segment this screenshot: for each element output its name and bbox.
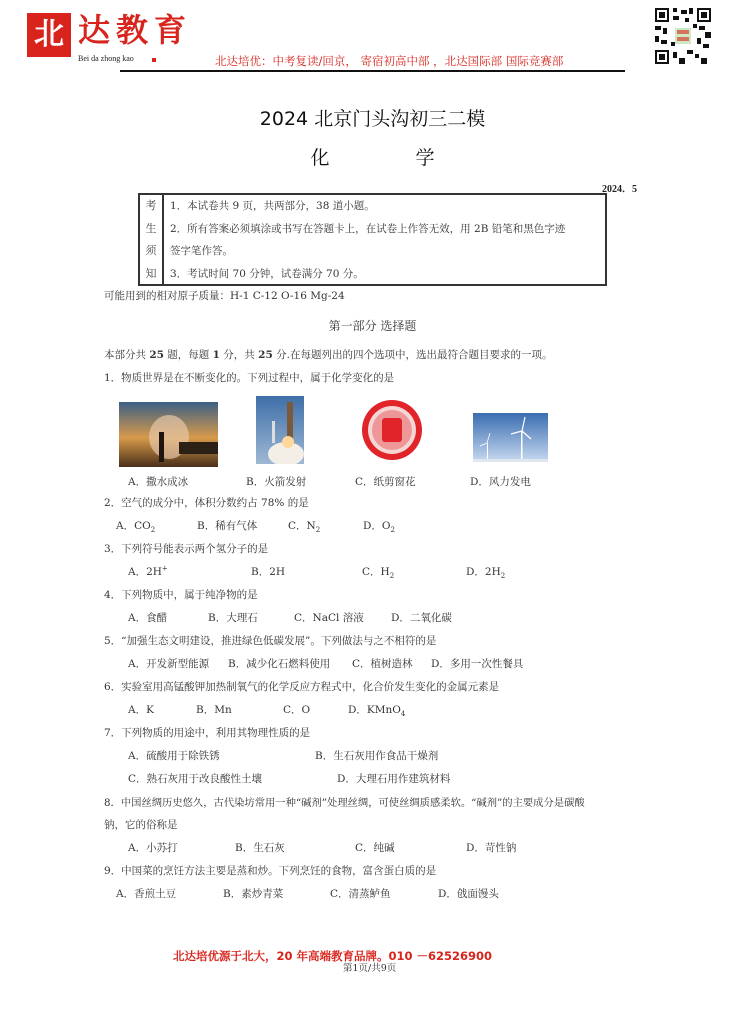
- question-8-stem: 8．中国丝绸历史悠久，古代染坊常用一种“碱剂”处理丝绸，可使丝绸质感柔软。“碱剂”的主要成分是碳酸: [104, 797, 585, 809]
- document-title: 2024 北京门头沟初三二模: [259, 108, 486, 130]
- notice-line: 3．考试时间 70 分钟，试卷满分 70 分。: [170, 267, 364, 280]
- question-4-option-c[interactable]: C．NaCl 溶液: [294, 612, 364, 624]
- option-text: C．N: [288, 520, 316, 532]
- question-4-option-a[interactable]: A．食醋: [128, 612, 168, 624]
- question-9-option-d[interactable]: D．戗面馒头: [438, 888, 499, 900]
- question-4-stem: 4．下列物质中，属于纯净物的是: [104, 589, 258, 601]
- question-1-option-d[interactable]: D．风力发电: [470, 476, 531, 488]
- question-5-option-a[interactable]: A．开发新型能源: [128, 658, 210, 670]
- notice-label-char: 须: [145, 244, 157, 257]
- logo-text: 达教育: [78, 11, 193, 49]
- question-6-option-d[interactable]: [348, 702, 405, 718]
- question-1-option-a[interactable]: A．撒水成冰: [128, 476, 189, 488]
- question-4-option-b[interactable]: B．大理石: [208, 612, 258, 624]
- water-freezing-image: [119, 402, 218, 467]
- exam-notice-box: [138, 193, 607, 286]
- option-text: A．CO: [116, 520, 151, 532]
- question-3-stem: 3．下列符号能表示两个氢分子的是: [104, 543, 269, 555]
- question-7-option-a[interactable]: A．硫酸用于除铁锈: [128, 750, 220, 762]
- intro-text: 题，每题: [163, 349, 213, 361]
- page-number: 第1页/共9页: [343, 963, 397, 974]
- exam-date: 2024．5: [602, 184, 637, 195]
- question-4-option-d[interactable]: D．二氧化碳: [391, 612, 452, 624]
- question-5-option-b[interactable]: B．减少化石燃料使用: [228, 658, 331, 670]
- question-8-option-c[interactable]: C．纯碱: [355, 842, 395, 854]
- question-6-option-b[interactable]: B．Mn: [196, 704, 232, 716]
- question-1-stem: 1．物质世界是在不断变化的。下列过程中，属于化学变化的是: [104, 372, 395, 384]
- question-5-option-d[interactable]: D．多用一次性餐具: [431, 658, 524, 670]
- notice-label-char: 考: [145, 199, 157, 212]
- question-8-option-b[interactable]: B．生石灰: [235, 842, 285, 854]
- logo-dot: [152, 58, 156, 62]
- qr-code-icon: [655, 8, 711, 64]
- question-9-option-c[interactable]: C．清蒸鲈鱼: [330, 888, 391, 900]
- question-3-option-b[interactable]: B．2H: [251, 566, 286, 578]
- question-1-option-c[interactable]: C．纸剪窗花: [355, 476, 416, 488]
- question-7-option-b[interactable]: B．生石灰用作食品干燥剂: [315, 750, 439, 762]
- question-2-stem: 2．空气的成分中，体积分数约占 78% 的是: [104, 497, 309, 509]
- question-2-option-a[interactable]: [116, 518, 155, 534]
- logo-subtitle: Bei da zhong kao: [78, 54, 134, 63]
- question-3-option-c[interactable]: [362, 564, 394, 580]
- wind-turbine-image: [473, 413, 548, 462]
- notice-label: [140, 195, 164, 284]
- superscript: +: [161, 564, 168, 573]
- question-8-option-d[interactable]: D．苛性钠: [466, 842, 517, 854]
- subscript: 2: [389, 572, 395, 581]
- subscript: 2: [315, 526, 321, 535]
- notice-label-char: 知: [145, 266, 157, 280]
- subscript: 2: [390, 526, 395, 535]
- intro-text: 本部分共: [104, 349, 150, 361]
- atomic-masses: 可能用到的相对原子质量：H-1 C-12 O-16 Mg-24: [104, 290, 345, 302]
- subscript: 2: [150, 526, 156, 535]
- subscript: 4: [400, 710, 406, 719]
- option-text: D．O: [363, 520, 391, 532]
- question-2-option-c[interactable]: [288, 518, 320, 534]
- question-5-option-c[interactable]: C．植树造林: [352, 658, 413, 670]
- paper-cutting-image: [361, 399, 423, 461]
- notice-line: 1．本试卷共 9 页，共两部分，38 道小题。: [170, 200, 375, 212]
- subscript: 2: [500, 572, 506, 581]
- question-7-option-d[interactable]: D．大理石用作建筑材料: [337, 773, 451, 785]
- intro-total: 25: [258, 349, 273, 361]
- question-9-option-a[interactable]: A．香煎土豆: [116, 888, 177, 900]
- question-8-stem-continued: 钠，它的俗称是: [104, 819, 178, 831]
- notice-line: 2．所有答案必须填涂或书写在答题卡上，在试卷上作答无效，用 2B 铅笔和黑色字迹: [170, 222, 566, 235]
- footer-advertisement: 北达培优源于北大，20 年高端教育品牌。010 －62526900: [173, 949, 493, 963]
- question-9-stem: 9．中国菜的烹饪方法主要是蒸和炒。下列烹饪的食物，富含蛋白质的是: [104, 865, 437, 877]
- notice-label-char: 生: [145, 221, 157, 235]
- section-title: 第一部分 选择题: [328, 319, 417, 333]
- subject-title: 化 学: [310, 147, 475, 169]
- intro-count: 25: [149, 349, 164, 361]
- question-8-option-a[interactable]: A．小苏打: [128, 842, 178, 854]
- notice-line: 签字笔作答。: [170, 245, 233, 257]
- question-6-stem: 6．实验室用高锰酸钾加热制氧气的化学反应方程式中，化合价发生变化的金属元素是: [104, 681, 500, 693]
- question-1-option-b[interactable]: B．火箭发射: [246, 476, 307, 488]
- question-7-option-c[interactable]: C．熟石灰用于改良酸性土壤: [128, 773, 263, 785]
- question-2-option-b[interactable]: B．稀有气体: [197, 520, 258, 532]
- logo-mark: 北: [27, 13, 71, 57]
- question-6-option-c[interactable]: C．O: [283, 704, 311, 716]
- intro-text: 分.在每题列出的四个选项中，选出最符合题目要求的一项。: [272, 349, 553, 361]
- question-5-stem: 5．“加强生态文明建设，推进绿色低碳发展”。下列做法与之不相符的是: [104, 635, 437, 647]
- question-3-option-a[interactable]: [128, 564, 168, 579]
- question-6-option-a[interactable]: A．K: [128, 704, 154, 716]
- section-intro: [104, 347, 552, 362]
- intro-text: 分，共: [219, 349, 259, 361]
- question-7-stem: 7．下列物质的用途中，利用其物理性质的是: [104, 727, 311, 739]
- question-3-option-d[interactable]: [466, 564, 505, 580]
- question-9-option-b[interactable]: B．素炒青菜: [223, 888, 284, 900]
- rocket-launch-image: [256, 396, 304, 464]
- option-text: C．H: [362, 566, 390, 578]
- question-2-option-d[interactable]: [363, 518, 395, 534]
- intro-points: 1: [212, 349, 220, 361]
- header-divider: [120, 70, 625, 72]
- option-text: D．KMnO: [348, 704, 401, 716]
- option-text: A．2H: [128, 566, 162, 578]
- option-text: D．2H: [466, 566, 501, 578]
- header-tagline: 北达培优：中考复读/回京， 寄宿初高中部 ，北达国际部 国际竞赛部: [215, 54, 564, 68]
